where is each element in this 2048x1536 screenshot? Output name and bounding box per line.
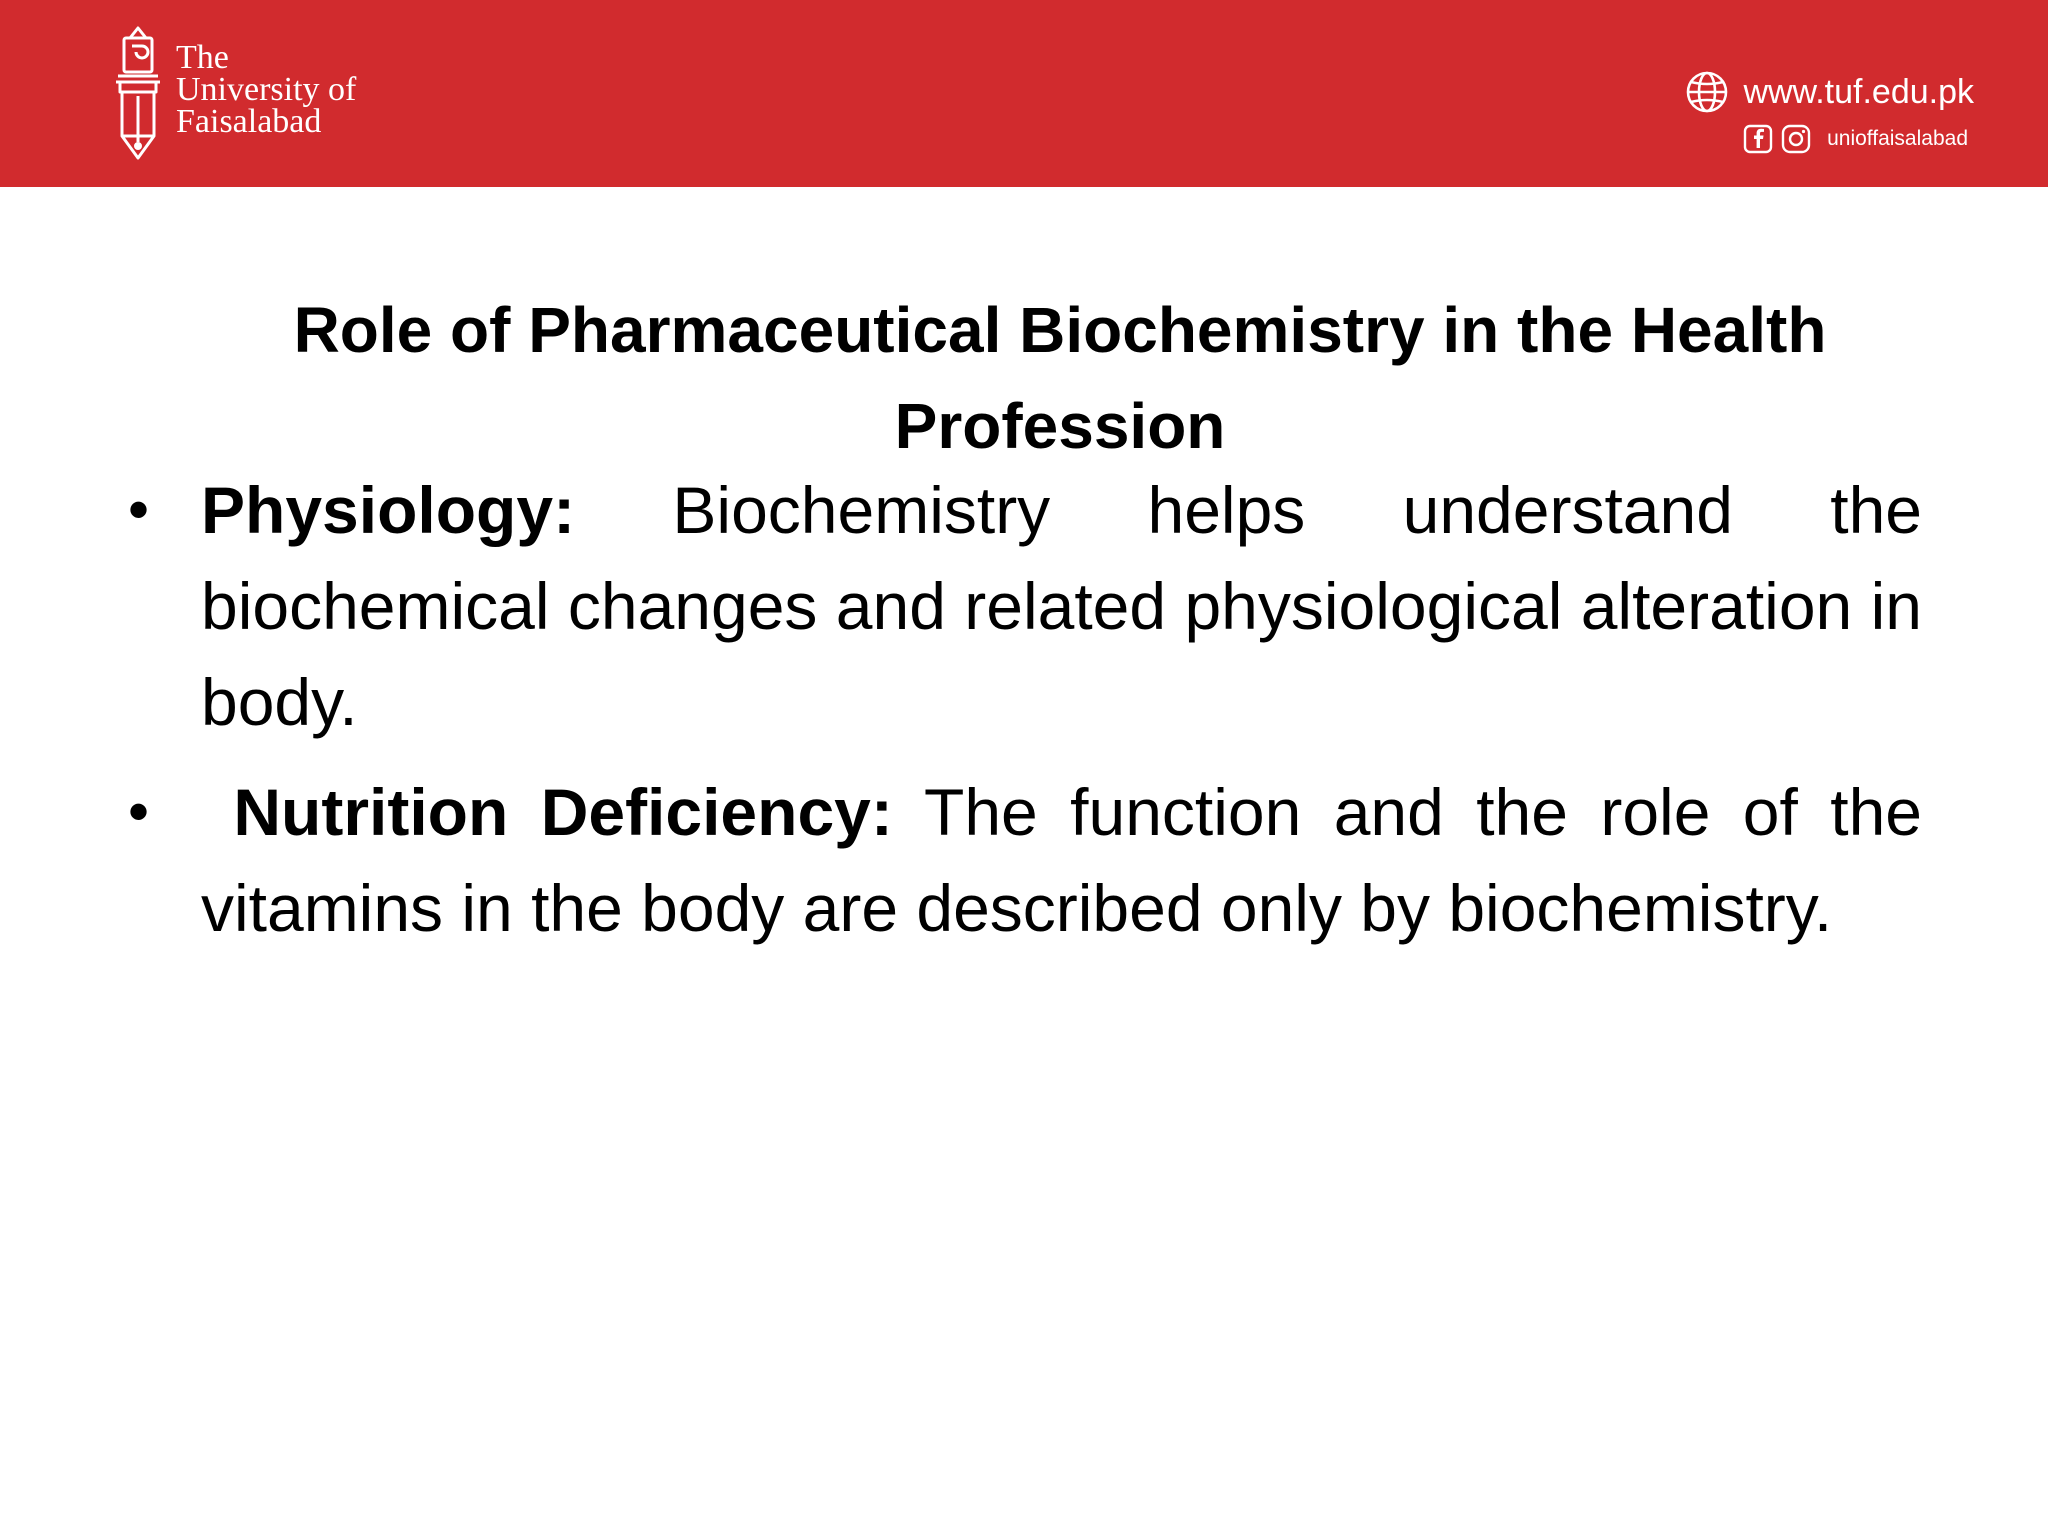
bullet-marker: • xyxy=(128,476,150,543)
tower-pen-logo-icon xyxy=(108,24,168,164)
contact-info xyxy=(1554,62,1974,162)
bullet-list xyxy=(120,462,1922,970)
header-banner xyxy=(0,0,2048,187)
website-row xyxy=(1685,70,1974,114)
bullet-text: The function and the role of the vitamins in the body are described only by biochemistry. xyxy=(201,775,1922,945)
globe-icon xyxy=(1685,70,1729,114)
bullet-term: Nutrition Deficiency: xyxy=(201,775,893,849)
social-row xyxy=(1743,124,1968,154)
university-logo[interactable] xyxy=(108,24,408,164)
bullet-item-nutrition-deficiency xyxy=(120,764,1922,956)
university-name xyxy=(176,39,357,140)
slide-title: Role of Pharmaceutical Biochemistry in the Health Profession xyxy=(293,294,1827,462)
logo-line-1: The xyxy=(176,39,229,76)
bullet-text: Biochemistry helps understand the biochemical changes and related physiological alteration in body. xyxy=(201,473,1922,739)
instagram-icon[interactable] xyxy=(1781,124,1811,154)
logo-line-3: Faisalabad xyxy=(176,103,322,140)
bullet-marker: • xyxy=(128,778,150,845)
bullet-item-physiology xyxy=(120,462,1922,750)
social-handle[interactable]: unioffaisalabad xyxy=(1827,127,1968,150)
facebook-icon[interactable] xyxy=(1743,124,1773,154)
website-link[interactable]: www.tuf.edu.pk xyxy=(1743,73,1974,111)
bullet-term: Physiology: xyxy=(201,473,576,547)
logo-line-2: University of xyxy=(176,71,357,108)
